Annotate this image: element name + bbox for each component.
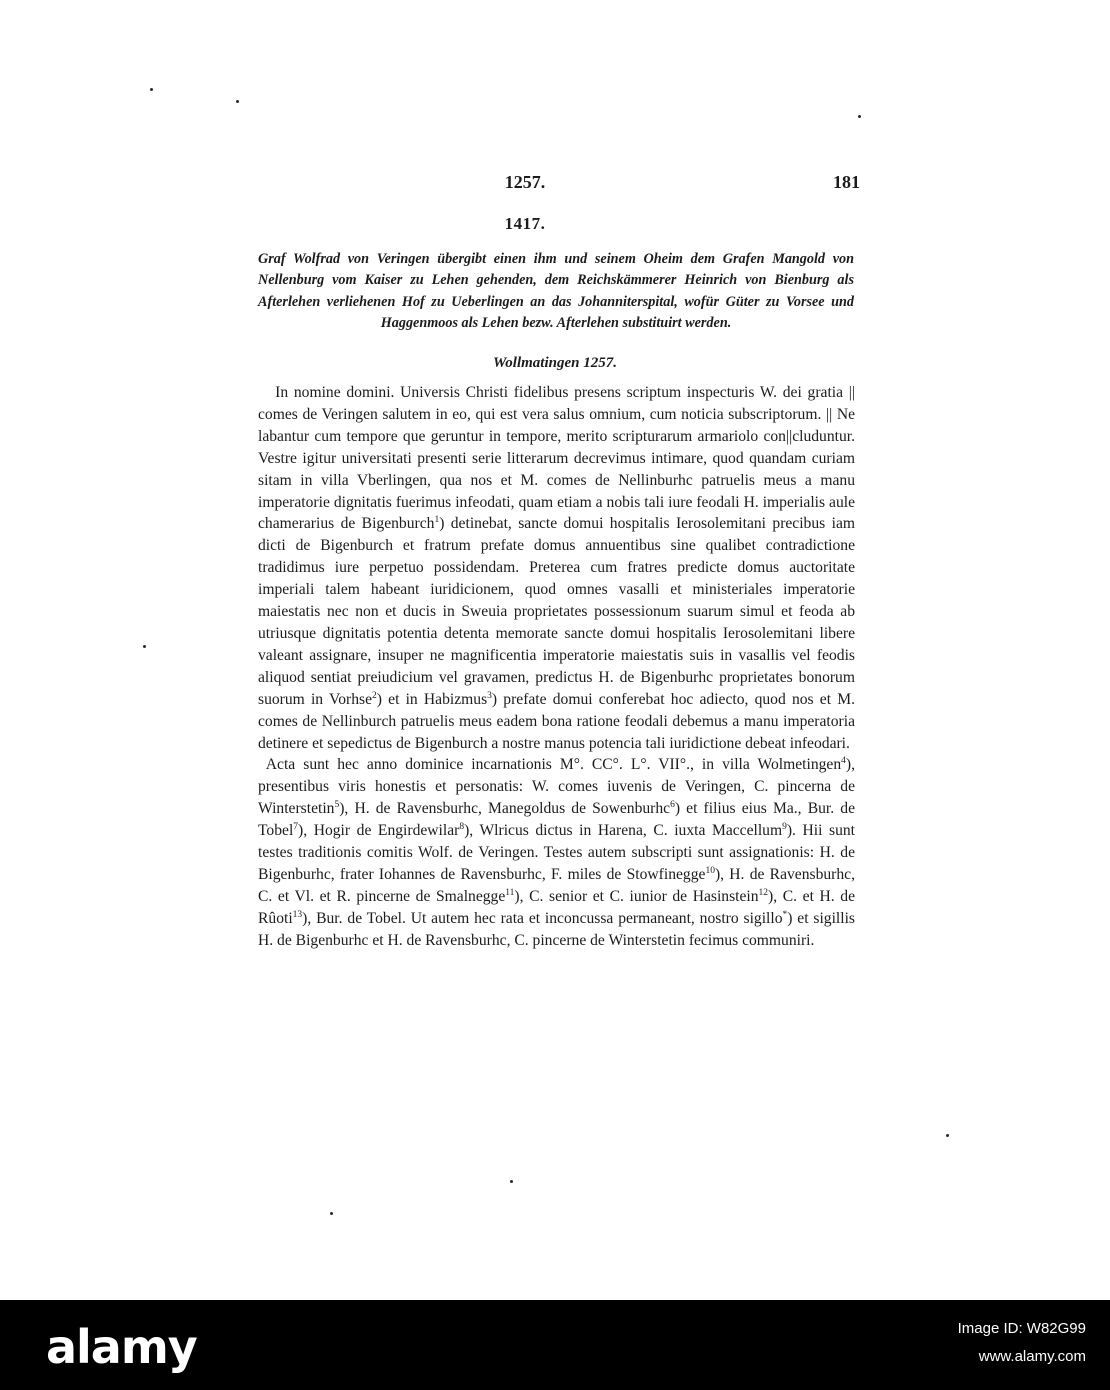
footnote-marker: 13: [292, 909, 303, 920]
text-segment: ), C. senior et C. iunior de Hasinstein: [514, 887, 759, 905]
footnote-marker: 7: [293, 821, 299, 832]
footnote-marker: 6: [670, 800, 675, 811]
charter-paragraph-2: [258, 754, 855, 951]
text-segment: ), presentibus viris honestis et personatis: W. comes iuvenis de Veringen, C. pincerna de Winterstetin: [258, 756, 855, 818]
scan-speck: [236, 100, 239, 103]
text-segment: ) et sigillis H. de Bigenburhc et H. de Ravensburhc, C. pincerne de Winterstetin fecimus communiri.: [258, 909, 855, 949]
footnote-marker: 1: [434, 515, 440, 526]
image-id-label: Image ID: W82G99: [957, 1320, 1086, 1337]
text-segment: ) prefate domui conferebat hoc adiecto, quod nos et M. comes de Nellinburch patruelis meus eadem bona ratione feodali debemus a manu imperatoria detinere et sepedictus de Bigenburch a nostre manus potencia tali iuridictione debeat infeodari.: [258, 690, 856, 752]
scan-speck: [858, 115, 861, 118]
footnote-marker: 8: [459, 821, 465, 832]
text-segment: ), Wlricus dictus in Harena, C. iuxta Maccellum: [464, 822, 783, 840]
footnote-marker: 4: [841, 756, 846, 767]
footnote-marker: 11: [505, 887, 515, 898]
text-segment: ), Bur. de Tobel. Ut autem hec rata et inconcussa permaneant, nostro sigillo: [302, 909, 783, 927]
alamy-logo: [22, 1308, 197, 1380]
watermark-banner: [0, 1300, 1110, 1390]
text-segment: ), H. de Ravensburhc, Manegoldus de Sowenburhc: [339, 800, 671, 818]
footnote-marker: 3: [487, 690, 492, 701]
page-number: 181: [833, 172, 860, 192]
footnote-marker: 9: [782, 821, 787, 832]
scan-speck: [143, 645, 146, 648]
footnote-marker: 10: [705, 865, 715, 876]
footnote-marker: *: [782, 909, 788, 920]
scan-speck: [510, 1180, 513, 1183]
text-segment: ) et filius eius Ma., Bur. de Tobel: [258, 800, 855, 840]
footnote-marker: 5: [334, 800, 340, 811]
charter-paragraph-1: [258, 382, 855, 754]
scan-speck: [150, 88, 153, 91]
text-segment: ) et in Habizmus: [376, 690, 488, 708]
text-segment: ). Hii sunt testes traditionis comitis Wolf. de Veringen. Testes autem subscripti sunt assignationis: H. de Bigenburhc, frater Iohannes de Ravensburhc, F. miles de Stowfinegge: [258, 822, 855, 883]
footnote-marker: 2: [372, 690, 377, 701]
footnote-marker: 12: [758, 887, 769, 898]
text-segment: In nomine domini. Universis Christi fidelibus presens scriptum inspecturis W. dei gratia || comes de Veringen salutem in eo, qui est vera salus omnium, cum noticia subscriptorum. || Ne labantur cum tempore que geruntur in tempore, merito scripturarum armariolo con||cluduntur. Vestre igitur universitati presenti serie litterarum decrevimus intimare, quod quandam curiam sitam in villa Vberlingen, qua nos et M. comes de Nellinburhc patruelis meus a manu imperatorie dignitatis fuerimus infeodati, quam etiam a nobis tali iure feodali H. imperialis aule chamerarius de Bigenburch: [258, 384, 855, 533]
text-segment: ), C. et H. de Rûoti: [258, 887, 856, 927]
site-url: www.alamy.com: [978, 1348, 1086, 1365]
document-summary: Graf Wolfrad von Veringen übergibt einen ihm und seinem Oheim dem Grafen Mangold von Nellenburg vom Kaiser zu Lehen gehenden, dem Reichskämmerer Heinrich von Bienburg als Afterlehen verliehenen Hof zu Ueberlingen an das Johanniterspital, wofür Güter zu Vorsee und Haggenmoos als Lehen bezw. Afterlehen substituirt werden.: [258, 251, 854, 331]
scan-speck: [946, 1134, 949, 1137]
logo-text: alamy: [46, 1320, 197, 1374]
text-segment: ), Hogir de Engirdewilar: [298, 822, 460, 840]
running-header-year: 1257.: [504, 172, 546, 192]
text-segment: ), H. de Ravensburhc, C. et Vl. et R. pincerne de Smalnegge: [258, 865, 855, 905]
place-and-date: Wollmatingen 1257.: [493, 355, 617, 371]
charter-text: [258, 382, 855, 952]
text-segment: Acta sunt hec anno dominice incarnationis M°. CC°. L°. VII°., in villa Wolmetingen: [265, 756, 842, 774]
scan-speck: [330, 1212, 333, 1215]
document-number: 1417.: [504, 214, 546, 233]
text-segment: ) detinebat, sancte domui hospitalis Ierosolemitani precibus iam dicti de Bigenburch et fratrum prefate domus annuentibus sine qualibet contradictione tradidimus iure perpetuo possidendam. Preterea cum fratres predicte domus auctoritate imperiali talem habeant iuridicionem, quod omnes vasalli et ministeriales imperatorie maiestatis nec non et ducis in Sweuia proprietates possessionum suarum simul et feoda ab utriusque dignitatis potentia detenta memorate sancte domui hospitalis Ierosolemitani libere valeant assignare, insuper ne magnificentia imperatorie maiestatis suis in vasallis vel feodis aliquod sentiat preiudicium vel gravamen, predictus H. de Bigenburhc proprietates bonorum suorum in Vorhse: [258, 515, 855, 708]
